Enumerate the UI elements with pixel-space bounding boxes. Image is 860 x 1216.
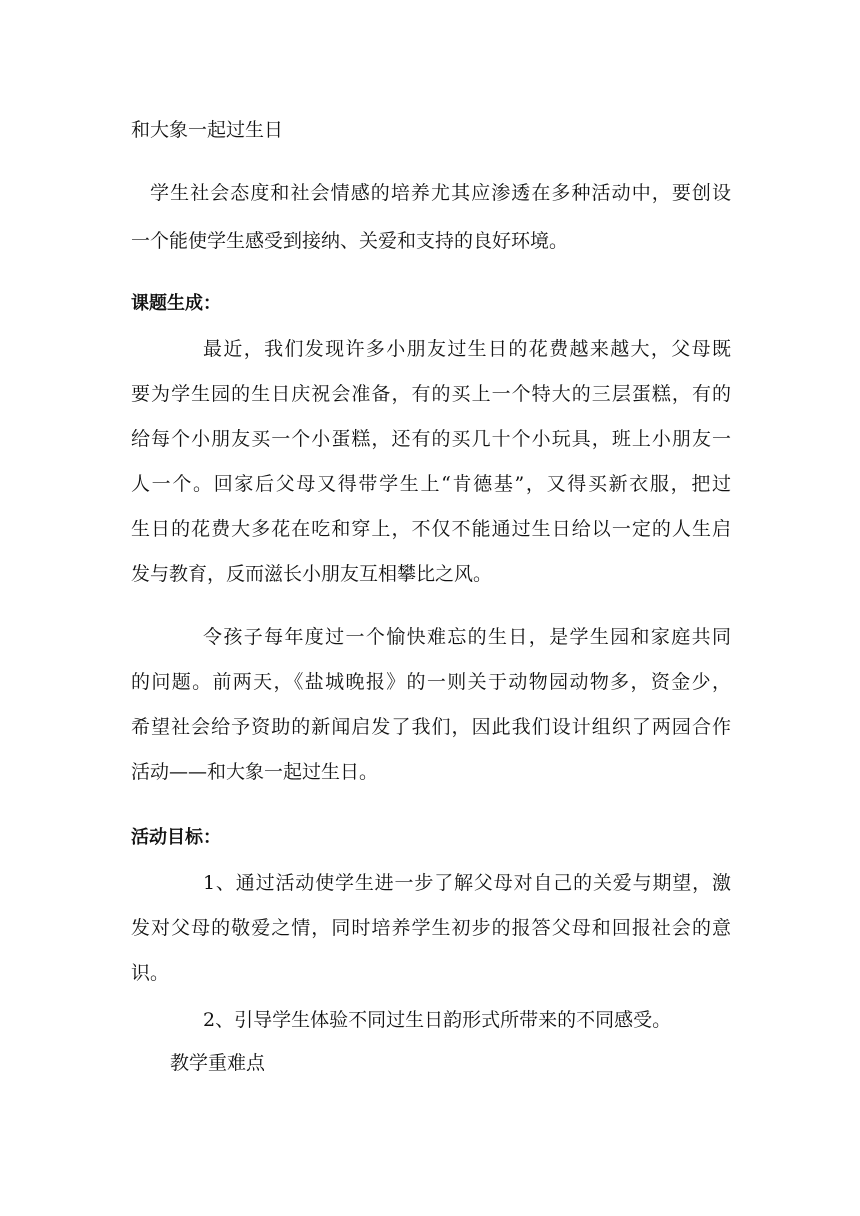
para1-line-1: 最近，我们发现许多小朋友过生日的花费越来越大，父母既 [203,338,731,360]
section-heading-key-points: 教学重难点 [170,1052,266,1074]
intro-line-2: 一个能使学生感受到接纳、关爱和支持的良好环境。 [131,230,569,252]
para2-line-1: 令孩子每年度过一个愉快难忘的生日，是学生园和家庭共同 [203,626,731,648]
para1-line-4: 人一个。回家后父母又得带学生上“肯德基”，又得买新衣服，把过 [131,473,731,495]
para1-line-3: 给每个小朋友买一个小蛋糕，还有的买几十个小玩具，班上小朋友一 [131,428,731,450]
goal1-line-2: 发对父母的敬爱之情，同时培养学生初步的报答父母和回报社会的意 [131,917,731,939]
section-heading-topic: 课题生成： [131,293,221,314]
goal1-line-1: 1、通过活动使学生进一步了解父母对自己的关爱与期望，激 [203,872,731,894]
para1-line-2: 要为学生园的生日庆祝会准备，有的买上一个特大的三层蛋糕，有的 [131,383,731,405]
para1-line-6: 发与教育，反而滋长小朋友互相攀比之风。 [131,563,493,585]
goal1-line-3: 识。 [131,962,170,984]
section-heading-goals: 活动目标： [131,827,221,848]
intro-line-1: 学生社会态度和社会情感的培养尤其应渗透在多种活动中，要创设 [150,182,731,204]
document-title: 和大象一起过生日 [131,119,284,141]
goal2-line: 2、引导学生体验不同过生日韵形式所带来的不同感受。 [203,1009,672,1031]
para2-line-3: 希望社会给予资助的新闻启发了我们，因此我们设计组织了两园合作 [131,716,731,738]
para2-line-4: 活动——和大象一起过生日。 [131,761,379,783]
para1-line-5: 生日的花费大多花在吃和穿上，不仅不能通过生日给以一定的人生启 [131,518,731,540]
para2-line-2: 的问题。前两天，《盐城晚报》的一则关于动物园动物多，资金少， [131,671,731,693]
